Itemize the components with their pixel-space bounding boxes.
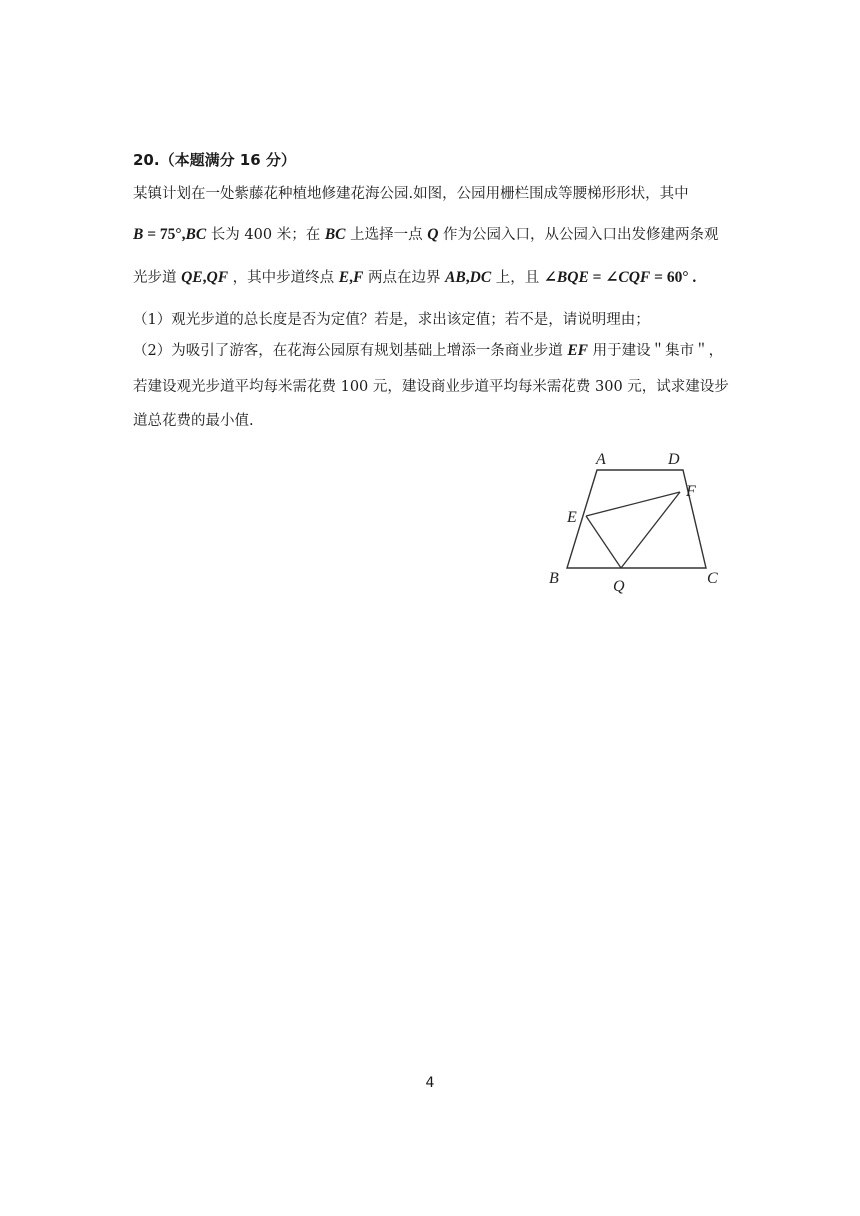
math-qe: QE — [181, 269, 203, 286]
math-e: E — [338, 269, 350, 286]
math-q: Q — [427, 226, 439, 243]
math-ab: AB — [445, 269, 466, 286]
text-segment: （2）为吸引了游客，在花海公园原有规划基础上增添一条商业步道 — [133, 343, 568, 359]
problem-line-1: 某镇计划在一处紫藤花种植地修建花海公园.如图，公园用栅栏围成等腰梯形形状，其中 — [133, 186, 689, 202]
label-e: E — [567, 509, 577, 526]
math-bc: BC — [185, 226, 207, 243]
text-segment: 两点在边界 — [363, 270, 446, 286]
math-eq-60: = 60° . — [650, 269, 697, 286]
part-1-text: （1）观光步道的总长度是否为定值？若是，求出该定值；若不是，请说明理由； — [133, 312, 650, 328]
label-c: C — [707, 570, 718, 587]
segment-ef — [586, 492, 680, 516]
label-a: A — [596, 451, 606, 468]
math-comma: , — [465, 269, 470, 286]
text-segment: 上，且 — [491, 270, 544, 286]
math-ef: EF — [567, 342, 589, 359]
trapezoid-diagram — [540, 445, 730, 600]
segment-qf — [621, 492, 680, 568]
math-b: B — [133, 226, 144, 243]
label-b: B — [549, 570, 559, 587]
part-2-line-2: 若建设观光步道平均每米需花费 100 元，建设商业步道平均每米需花费 300 元，试求建设步 — [133, 379, 729, 395]
segment-qe — [586, 516, 621, 568]
text-segment: 上选择一点 — [345, 227, 428, 243]
label-f: F — [686, 483, 696, 500]
math-eq-75: = 75°, — [143, 226, 186, 243]
math-eq-angle: = ∠ — [588, 269, 619, 286]
question-heading: 20.（本题满分 16 分） — [133, 151, 296, 169]
text-segment: 光步道 — [133, 270, 182, 286]
math-bc-2: BC — [324, 226, 346, 243]
math-comma: , — [202, 269, 207, 286]
problem-line-3 — [133, 268, 696, 288]
text-segment: 长为 400 米；在 — [206, 227, 325, 243]
text-segment: 用于建设＂集市＂， — [588, 343, 724, 359]
problem-line-2 — [133, 225, 719, 245]
text-segment: ，其中步道终点 — [228, 270, 339, 286]
label-q: Q — [613, 578, 625, 595]
math-bqe: BQE — [556, 269, 589, 286]
math-dc: DC — [469, 269, 492, 286]
text-segment: 作为公园入口，从公园入口出发修建两条观 — [438, 227, 719, 243]
math-qf: QF — [206, 269, 229, 286]
math-f: F — [353, 269, 364, 286]
label-d: D — [668, 451, 680, 468]
math-comma: , — [349, 269, 354, 286]
part-2-line-1 — [133, 341, 723, 361]
math-angle-symbol: ∠ — [543, 269, 557, 286]
page-number: 4 — [425, 1075, 435, 1091]
trapezoid-figure — [540, 445, 730, 600]
math-cqf: CQF — [618, 269, 651, 286]
part-2-line-3: 道总花费的最小值. — [133, 413, 254, 429]
